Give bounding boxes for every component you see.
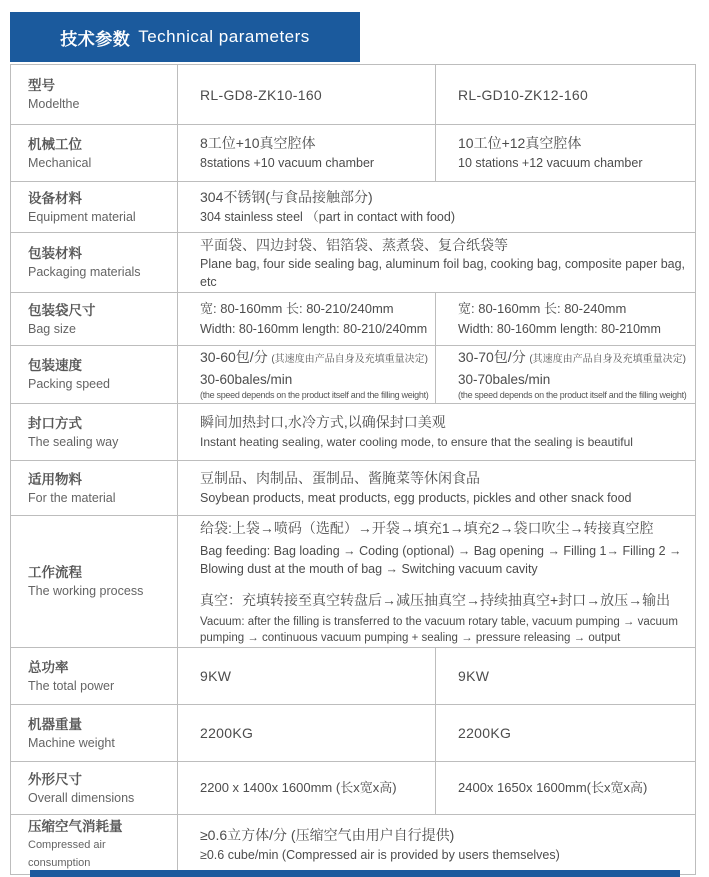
value-line-en: ≥0.6 cube/min (Compressed air is provided by users themselves) <box>200 847 560 862</box>
bag-size-value-1 <box>178 293 436 346</box>
speed-en-note: (the speed depends on the product itself and the filling weight) <box>458 390 687 400</box>
model-number: RL-GD10-ZK12-160 <box>458 86 589 103</box>
row-for-the-material-label <box>11 461 178 516</box>
speed-zh-note: (其速度由产品自身及充填重量决定) <box>529 354 686 365</box>
value-line-zh: 8工位+10真空腔体 <box>200 135 316 151</box>
label-zh: 设备材料 <box>28 190 82 206</box>
label-en: The sealing way <box>28 434 119 449</box>
working-process-value <box>178 516 696 648</box>
value-line-zh: 304不锈钢(与食品接触部分) <box>200 189 373 205</box>
label-en: The working process <box>28 584 144 598</box>
value-line-en: Width: 80-160mm length: 80-210mm <box>458 322 661 336</box>
model-number: RL-GD8-ZK10-160 <box>200 86 322 103</box>
row-machine-weight <box>11 705 696 762</box>
model-value-1 <box>178 65 436 125</box>
power-value: 9KW <box>200 668 232 684</box>
label-en: Compressed air consumption <box>28 839 106 869</box>
value-line-en: Soybean products, meat products, egg products, pickles and other snack food <box>200 491 632 505</box>
label-zh: 封口方式 <box>28 415 82 431</box>
row-sealing-way-label <box>11 404 178 461</box>
row-packaging-materials-label <box>11 233 178 293</box>
row-compressed-air <box>11 815 696 875</box>
label-zh: 型号 <box>28 78 55 93</box>
mechanical-value-2 <box>436 125 696 182</box>
row-bag-size-label <box>11 293 178 346</box>
label-zh: 外形尺寸 <box>28 771 82 787</box>
label-zh: 包装材料 <box>28 246 82 261</box>
value-line-zh: 宽: 80-160mm 长: 80-240mm <box>458 301 627 316</box>
speed-en: 30-60bales/min <box>200 372 293 387</box>
value-line-en: 10 stations +12 vacuum chamber <box>458 156 643 170</box>
sealing-way-value <box>178 404 696 461</box>
packaging-materials-value <box>178 233 696 293</box>
total-power-value-2 <box>436 648 696 705</box>
value-line-en: 304 stainless steel （part in contact with food) <box>200 210 455 224</box>
row-mechanical-label <box>11 125 178 182</box>
process-vacuum-zh: 真空：充填转接至真空转盘后→减压抽真空→持续抽真空+封口→放压→输出 <box>200 592 671 608</box>
value-line-zh: 宽: 80-160mm 长: 80-210/240mm <box>200 301 394 316</box>
label-zh: 压缩空气消耗量 <box>28 819 123 834</box>
dimensions-value: 2200 x 1400x 1600mm (长x宽x高) <box>200 780 397 795</box>
value-line-zh: ≥0.6立方体/分 (压缩空气由用户自行提供) <box>200 826 455 843</box>
process-bag-feeding-zh: 给袋:上袋→喷码（选配）→开袋→填充1→填充2→袋口吹尘→转接真空腔 <box>200 520 654 536</box>
value-line-zh: 平面袋、四边封袋、铝箔袋、蒸煮袋、复合纸袋等 <box>200 236 508 253</box>
row-sealing-way <box>11 404 696 461</box>
label-zh: 包装袋尺寸 <box>28 302 96 318</box>
row-mechanical <box>11 125 696 182</box>
row-packaging-materials <box>11 233 696 293</box>
speed-en-note: (the speed depends on the product itself and the filling weight) <box>200 390 429 400</box>
label-en: Modelthe <box>28 97 80 111</box>
packing-speed-value-2 <box>436 346 696 404</box>
label-zh: 适用物料 <box>28 471 82 487</box>
dimensions-value-1 <box>178 762 436 815</box>
power-value: 9KW <box>458 668 490 684</box>
label-en: Overall dimensions <box>28 790 135 805</box>
model-value-2 <box>436 65 696 125</box>
speed-zh: 30-70包/分 <box>458 349 526 365</box>
label-zh: 机器重量 <box>28 716 82 732</box>
row-equipment-material <box>11 182 696 233</box>
label-zh: 工作流程 <box>28 565 82 580</box>
row-machine-weight-label <box>11 705 178 762</box>
value-line-zh: 10工位+12真空腔体 <box>458 135 582 151</box>
row-bag-size <box>11 293 696 346</box>
row-packing-speed <box>11 346 696 404</box>
row-total-power-label <box>11 648 178 705</box>
label-zh: 机械工位 <box>28 136 82 152</box>
row-working-process <box>11 516 696 648</box>
dimensions-value: 2400x 1650x 1600mm(长x宽x高) <box>458 780 648 795</box>
label-en: Packaging materials <box>28 265 141 279</box>
row-overall-dimensions-label <box>11 762 178 815</box>
row-for-the-material <box>11 461 696 516</box>
weight-value: 2200KG <box>458 725 512 741</box>
mechanical-value-1 <box>178 125 436 182</box>
speed-en: 30-70bales/min <box>458 372 551 387</box>
row-model-label <box>11 65 178 125</box>
packing-speed-value-1 <box>178 346 436 404</box>
label-zh: 总功率 <box>28 659 69 675</box>
section-title-zh: 技术参数 <box>60 29 131 49</box>
compressed-air-value <box>178 815 696 875</box>
speed-zh: 30-60包/分 <box>200 349 268 365</box>
label-en: Machine weight <box>28 735 115 750</box>
label-zh: 包装速度 <box>28 358 82 373</box>
label-en: The total power <box>28 678 115 693</box>
dimensions-value-2 <box>436 762 696 815</box>
equipment-material-value <box>178 182 696 233</box>
total-power-value-1 <box>178 648 436 705</box>
label-en: Bag size <box>28 321 76 336</box>
row-total-power <box>11 648 696 705</box>
section-title-en: Technical parameters <box>138 27 310 46</box>
weight-value: 2200KG <box>200 725 254 741</box>
section-header <box>10 12 360 62</box>
bottom-accent-bar <box>30 870 680 877</box>
label-en: Equipment material <box>28 209 136 224</box>
value-line-en: Plane bag, four side sealing bag, aluminum foil bag, cooking bag, composite paper bag, etc <box>200 256 686 289</box>
label-en: Mechanical <box>28 155 92 170</box>
machine-weight-value-1 <box>178 705 436 762</box>
row-model <box>11 65 696 125</box>
row-packing-speed-label <box>11 346 178 404</box>
row-compressed-air-label <box>11 815 178 875</box>
value-line-en: Instant heating sealing, water cooling mode, to ensure that the sealing is beautiful <box>200 435 633 449</box>
row-overall-dimensions <box>11 762 696 815</box>
value-line-en: 8stations +10 vacuum chamber <box>200 156 375 170</box>
process-bag-feeding-en: Bag feeding: Bag loading → Coding (optional) → Bag opening → Filling 1→ Filling 2 → Blowing dust at the mouth of bag → Switching vacuum cavity <box>200 544 682 576</box>
for-the-material-value <box>178 461 696 516</box>
value-line-en: Width: 80-160mm length: 80-210/240mm <box>200 322 428 336</box>
technical-parameters-table <box>10 64 696 875</box>
bag-size-value-2 <box>436 293 696 346</box>
row-working-process-label <box>11 516 178 648</box>
label-en: Packing speed <box>28 377 111 391</box>
label-en: For the material <box>28 490 116 505</box>
machine-weight-value-2 <box>436 705 696 762</box>
value-line-zh: 瞬间加热封口,水冷方式,以确保封口美观 <box>200 414 446 430</box>
value-line-zh: 豆制品、肉制品、蛋制品、酱腌菜等休闲食品 <box>200 470 480 486</box>
speed-zh-note: (其速度由产品自身及充填重量决定) <box>271 354 428 365</box>
row-equipment-material-label <box>11 182 178 233</box>
process-vacuum-en: Vacuum: after the filling is transferred to the vacuum rotary table, vacuum pumping → vacuum pumping → continuous vacuum pumping + sealing → pressure releasing → output <box>200 616 678 644</box>
